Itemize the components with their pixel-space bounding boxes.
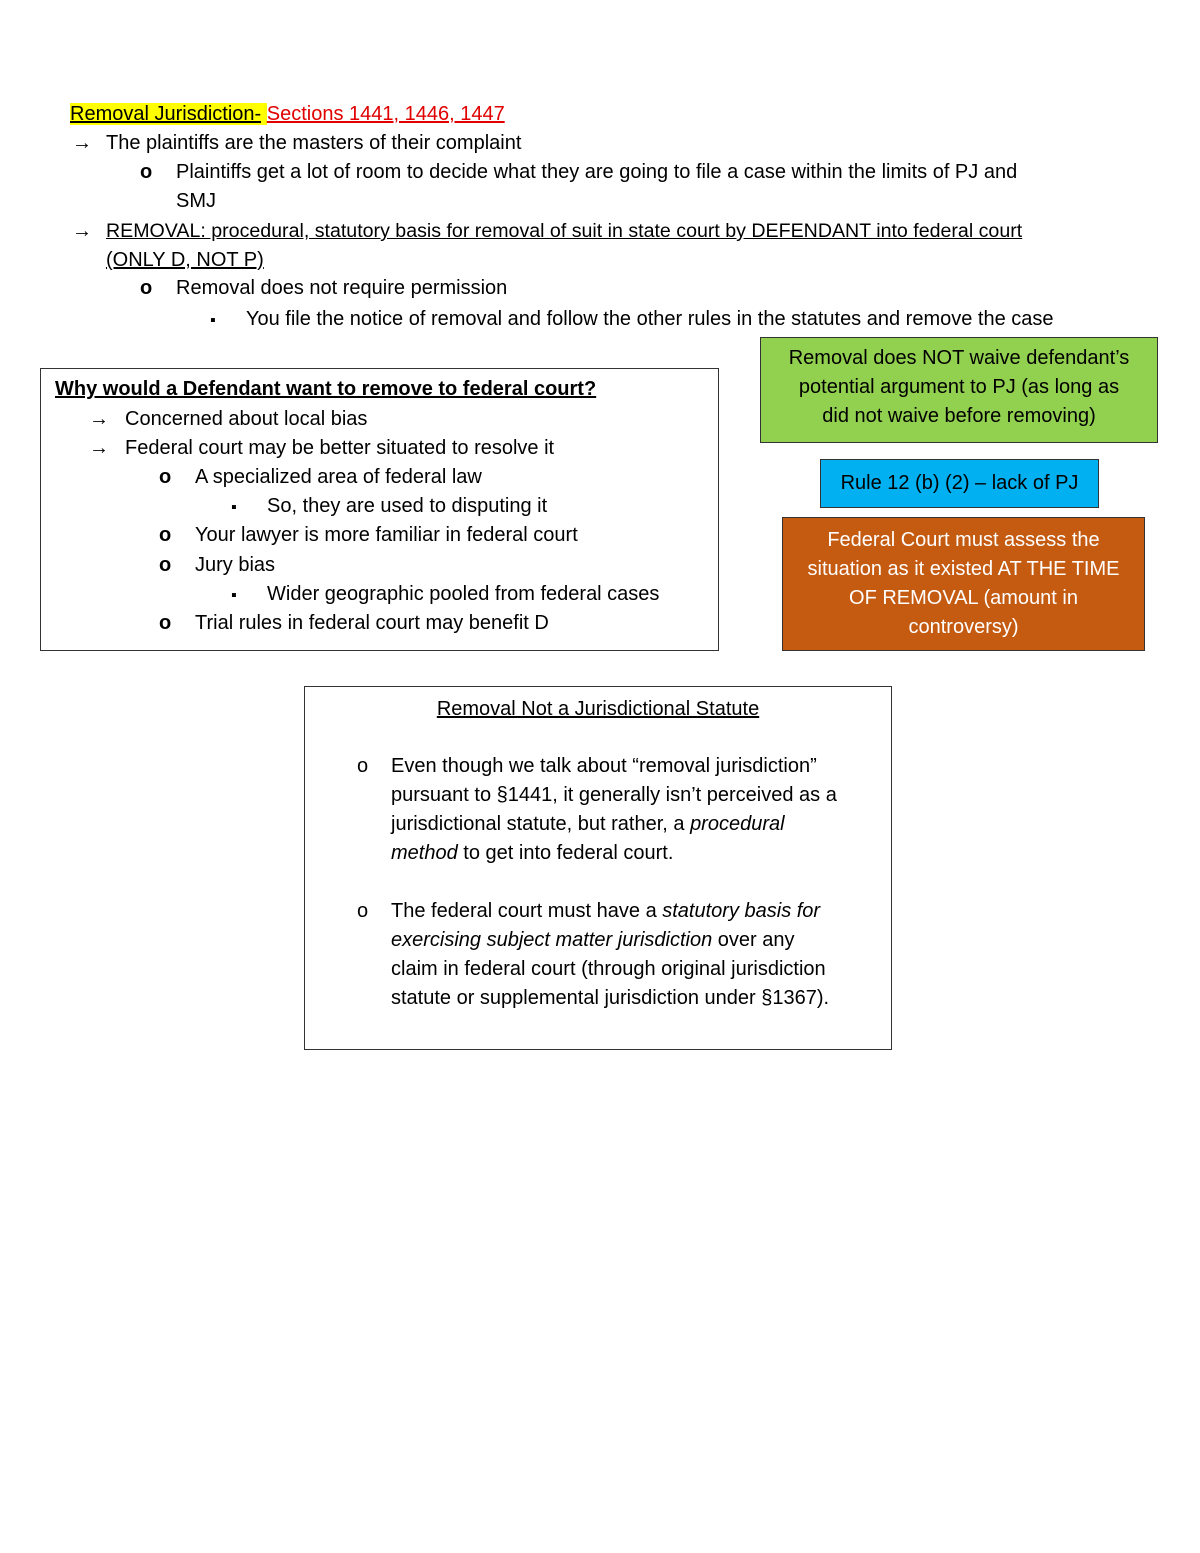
time-of-removal-line-2: situation as it existed AT THE TIME: [807, 558, 1120, 580]
para-2-line-1-italic: statutory basis for: [662, 900, 821, 922]
para-1-line-3-text: jurisdictional statute, but rather, a: [391, 813, 691, 835]
para-1-bullet: [357, 752, 368, 781]
para-1-line-4-text: to get into federal court.: [457, 842, 674, 864]
time-of-removal-box: [782, 517, 1145, 651]
para-2-line-2-italic: exercising subject matter jurisdiction: [391, 929, 713, 951]
arrow-icon: →: [89, 408, 109, 430]
why-sub-trial-rules-text: Trial rules in federal court may benefit D: [195, 612, 549, 634]
para-1-line-2: pursuant to §1441, it generally isn’t perceived as a: [391, 784, 837, 806]
para-1-line-3: [391, 810, 785, 839]
waiver-note-line-1: Removal does NOT waive defendant’s: [788, 347, 1130, 369]
why-item-local-bias-text: Concerned about local bias: [125, 408, 368, 430]
time-of-removal-line-3: OF REMOVAL (amount in: [849, 587, 1078, 609]
why-sub-specialized-text: A specialized area of federal law: [195, 466, 482, 488]
para-1-line-4-italic: method: [391, 842, 458, 864]
why-remove-box: [40, 368, 719, 651]
bullet-removal-text: REMOVAL: procedural, statutory basis for removal of suit in state court by DEFENDANT into federal court: [106, 220, 1023, 242]
arrow-icon: →: [72, 220, 92, 242]
waiver-note-line-3: did not waive before removing): [822, 405, 1096, 427]
sub-bullet-room-cont: [176, 187, 216, 216]
heading-sections: Sections 1441, 1446, 1447: [266, 103, 505, 125]
square-bullet-icon: ▪: [231, 587, 237, 604]
para-2-line-2: [391, 926, 795, 955]
subsub-bullet-notice: [210, 305, 1054, 335]
why-subsub-geographic: [231, 580, 659, 610]
not-jurisdictional-box: [304, 686, 892, 1050]
time-of-removal-line-4: controversy): [908, 616, 1019, 638]
document-heading: [70, 100, 505, 129]
circle-bullet-icon: o: [159, 524, 172, 546]
heading-title: Removal Jurisdiction-: [70, 103, 262, 125]
why-subsub-geographic-text: Wider geographic pooled from federal cases: [267, 583, 660, 605]
sub-bullet-room: [140, 158, 1017, 187]
bullet-masters: [72, 129, 521, 158]
para-2-line-1-text: The federal court must have a: [391, 900, 663, 922]
waiver-note-line-2: potential argument to PJ (as long as: [798, 376, 1120, 398]
para-2-line-3: claim in federal court (through original jurisdiction: [391, 958, 826, 980]
why-subsub-disputing: [231, 492, 547, 522]
why-box-title: Why would a Defendant want to remove to federal court?: [55, 378, 597, 400]
para-2-line-4: statute or supplemental jurisdiction under §1367).: [391, 987, 830, 1009]
circle-bullet-icon: o: [140, 277, 153, 299]
bullet-masters-text: The plaintiffs are the masters of their complaint: [106, 132, 522, 154]
time-of-removal-line-1: Federal Court must assess the: [827, 529, 1100, 551]
sub-bullet-permission: [140, 274, 507, 303]
why-item-better-situated-text: Federal court may be better situated to resolve it: [125, 437, 555, 459]
rule-12b2-box: [820, 459, 1099, 508]
why-item-local-bias: [89, 405, 367, 434]
not-jurisdictional-title: Removal Not a Jurisdictional Statute: [436, 698, 760, 720]
para-2-line-1: [391, 897, 820, 926]
square-bullet-icon: ▪: [210, 312, 216, 329]
circle-bullet-icon: o: [357, 900, 369, 922]
circle-bullet-icon: o: [159, 612, 172, 634]
why-sub-jury: [159, 551, 275, 580]
sub-bullet-room-cont-text: SMJ: [176, 190, 216, 212]
why-sub-lawyer: [159, 521, 578, 550]
why-sub-lawyer-text: Your lawyer is more familiar in federal court: [195, 524, 578, 546]
para-1-line-4: [391, 839, 673, 868]
circle-bullet-icon: o: [159, 554, 172, 576]
bullet-removal-cont-text: (ONLY D, NOT P): [106, 249, 264, 271]
sub-bullet-permission-text: Removal does not require permission: [176, 277, 508, 299]
square-bullet-icon: ▪: [231, 499, 237, 516]
arrow-icon: →: [72, 132, 92, 154]
subsub-bullet-notice-text: You file the notice of removal and follow the other rules in the statutes and remove the case: [246, 308, 1054, 330]
why-sub-specialized: [159, 463, 482, 492]
why-sub-trial-rules: [159, 609, 549, 638]
rule-12b2-text: Rule 12 (b) (2) – lack of PJ: [840, 472, 1079, 494]
waiver-note-box: [760, 337, 1158, 443]
bullet-removal: [72, 217, 1022, 246]
circle-bullet-icon: o: [357, 755, 369, 777]
circle-bullet-icon: o: [140, 161, 153, 183]
sub-bullet-room-text: Plaintiffs get a lot of room to decide what they are going to file a case within the limits of PJ and: [176, 161, 1018, 183]
circle-bullet-icon: o: [159, 466, 172, 488]
why-sub-jury-text: Jury bias: [195, 554, 276, 576]
para-1-line-1: Even though we talk about “removal jurisdiction”: [391, 755, 817, 777]
para-2-bullet: [357, 897, 368, 926]
why-item-better-situated: [89, 434, 554, 463]
bullet-removal-cont: [106, 246, 264, 275]
para-2-line-2-text: over any: [712, 929, 795, 951]
arrow-icon: →: [89, 437, 109, 459]
para-1-line-3-italic: procedural: [690, 813, 785, 835]
why-subsub-disputing-text: So, they are used to disputing it: [267, 495, 548, 517]
